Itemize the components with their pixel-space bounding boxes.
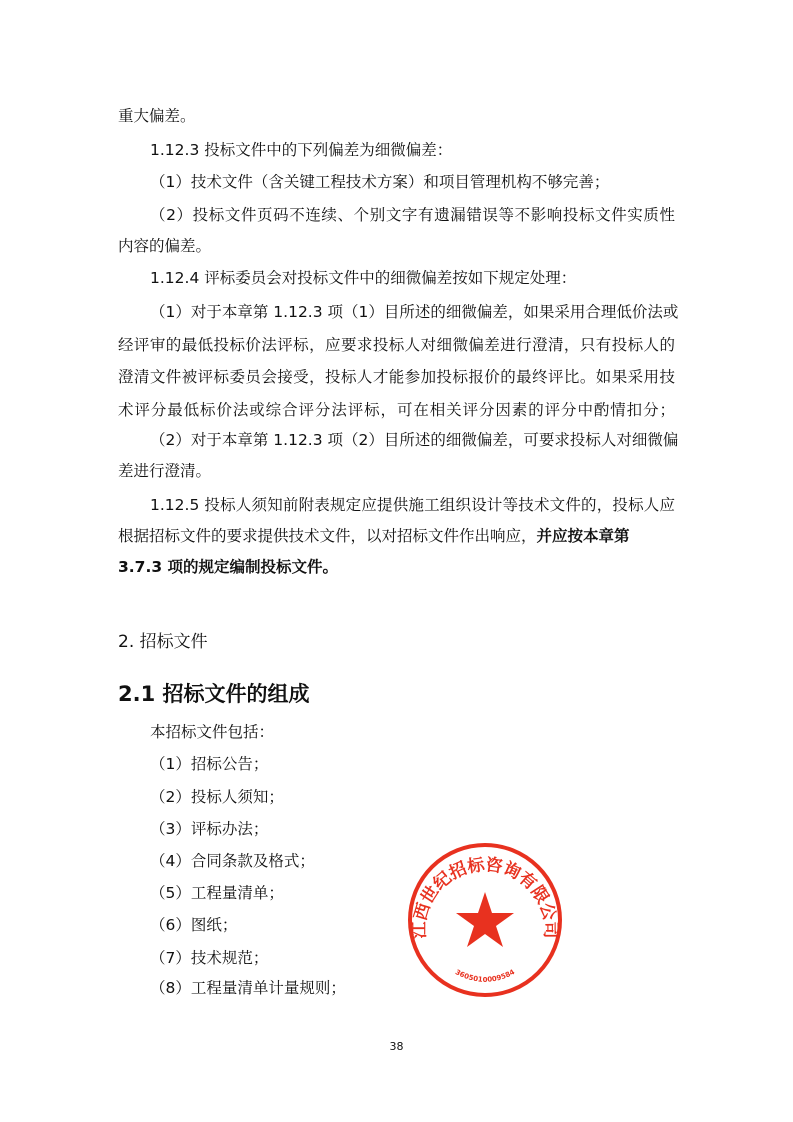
text-line: 澄清文件被评标委员会接受，投标人才能参加投标报价的最终评比。如果采用技 [118, 368, 675, 386]
clause-1-12-3: 1.12.3 投标文件中的下列偏差为细微偏差： [150, 141, 453, 159]
list-item: （2）投标人须知； [150, 788, 284, 806]
list-item: （5）工程量清单； [150, 884, 284, 902]
text-line: （2）对于本章第 1.12.3 项（2）目所述的细微偏差，可要求投标人对细微偏 [150, 431, 679, 449]
clause-1-12-5: 1.12.5 投标人须知前附表规定应提供施工组织设计等技术文件的，投标人应 [150, 496, 675, 514]
bold-text: 并应按本章第 [536, 527, 630, 545]
seal-text: 江西世纪招标咨询有限公司 [409, 855, 561, 939]
text-line: （1）对于本章第 1.12.3 项（1）目所述的细微偏差，如果采用合理低价法或 [150, 303, 679, 321]
text-line [118, 526, 675, 546]
intro-text: 本招标文件包括： [150, 723, 275, 741]
star-icon [456, 892, 514, 947]
section-heading: 2. 招标文件 [118, 632, 208, 652]
clause-1-12-4: 1.12.4 评标委员会对投标文件中的细微偏差按如下规定处理： [150, 269, 577, 287]
page-number: 38 [389, 1040, 404, 1053]
text-line: 差进行澄清。 [118, 462, 212, 480]
seal-number: 3605010009584 [453, 968, 517, 984]
text-line: 重大偏差。 [118, 107, 196, 125]
svg-text:3605010009584 [454, 968, 516, 984]
list-item: （8）工程量清单计量规则； [150, 979, 346, 997]
text-line: 经评审的最低投标价法评标，应要求投标人对细微偏差进行澄清，只有投标人的 [118, 336, 675, 354]
company-seal [405, 840, 565, 1000]
bold-text-line: 3.7.3 项的规定编制投标文件。 [118, 558, 339, 576]
list-item: （1）招标公告； [150, 755, 269, 773]
text-line: 内容的偏差。 [118, 237, 212, 255]
text-line: （1）技术文件（含关键工程技术方案）和项目管理机构不够完善； [150, 173, 610, 191]
subsection-heading: 2.1 招标文件的组成 [118, 682, 310, 706]
text-line: （2）投标文件页码不连续、个别文字有遗漏错误等不影响投标文件实质性 [150, 206, 675, 224]
list-item: （3）评标办法； [150, 820, 269, 838]
list-item: （7）技术规范； [150, 949, 269, 967]
list-item: （4）合同条款及格式； [150, 852, 315, 870]
list-item: （6）图纸； [150, 916, 238, 934]
text-segment: 根据招标文件的要求提供技术文件，以对招标文件作出响应， [118, 527, 537, 545]
text-line: 术评分最低标价法或综合评分法评标，可在相关评分因素的评分中酌情扣分； [118, 401, 675, 419]
